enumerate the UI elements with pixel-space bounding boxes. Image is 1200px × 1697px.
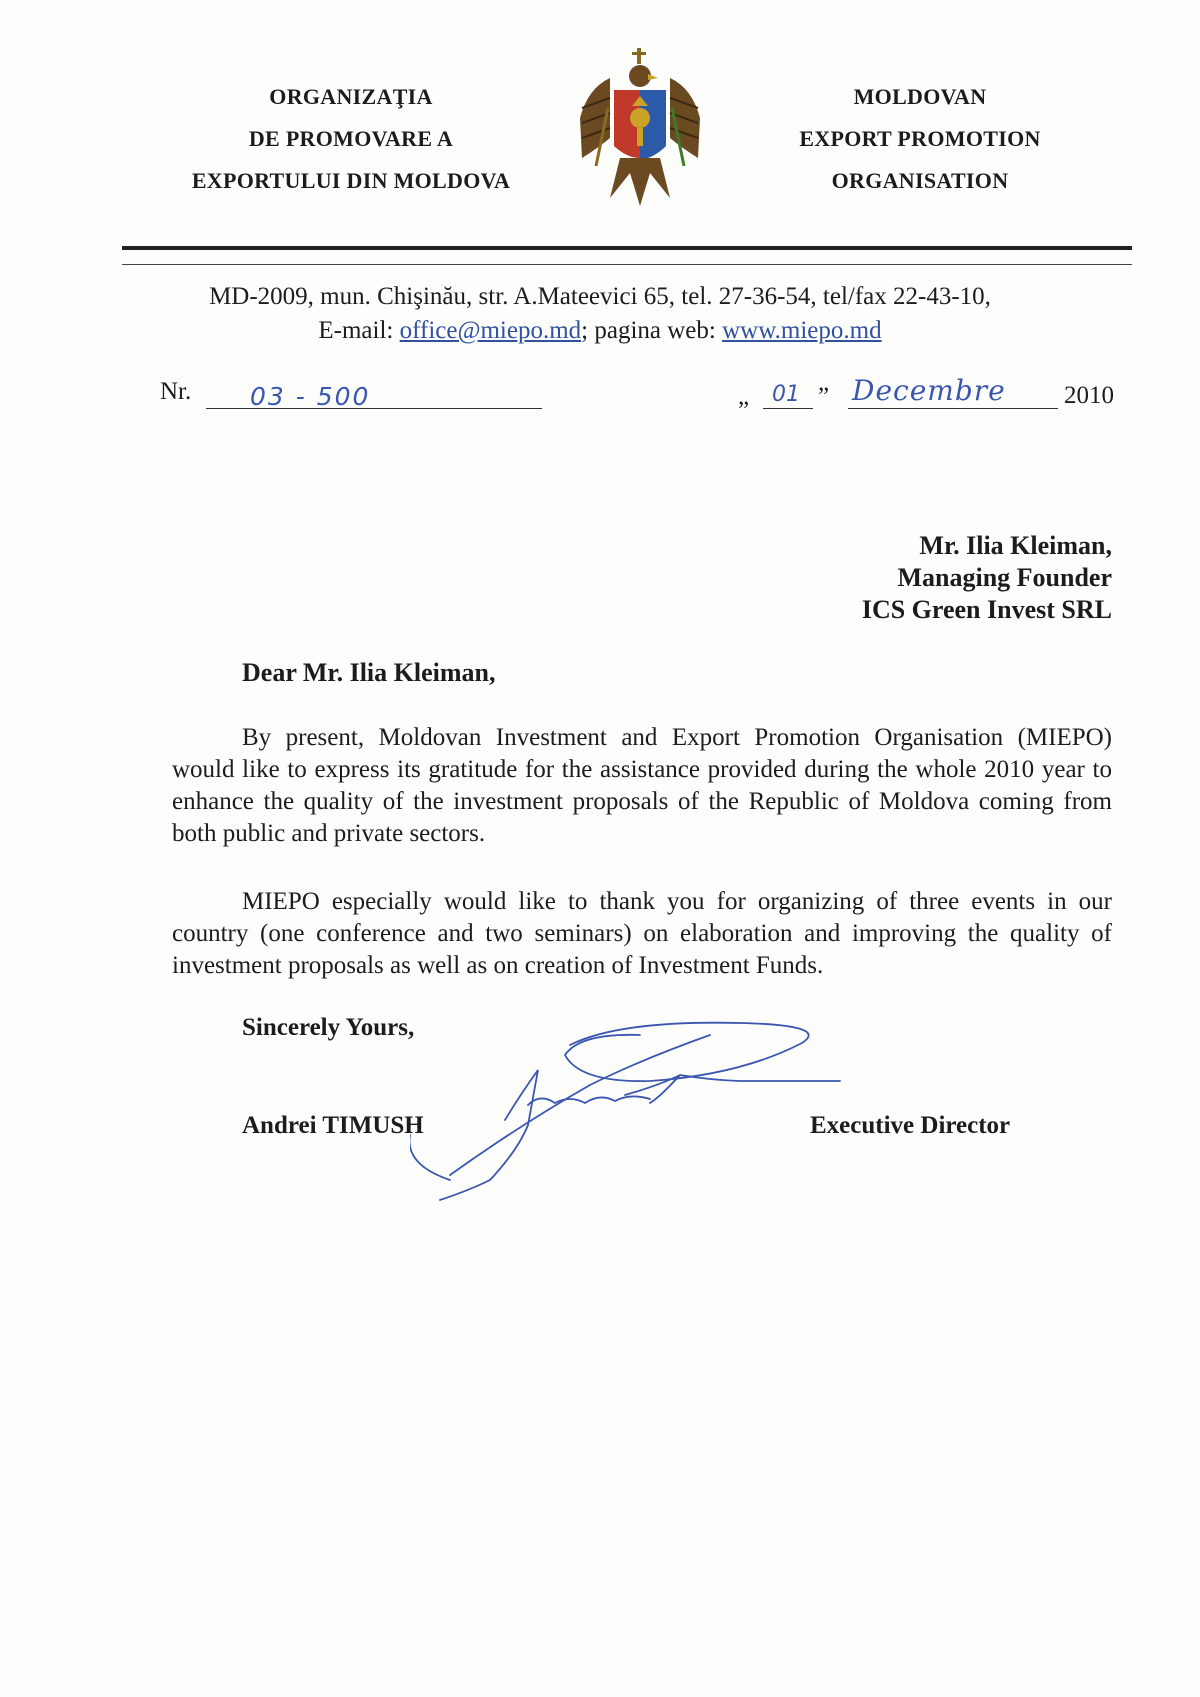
nr-handwritten-value: 03 - 500 [250, 382, 371, 411]
recipient-company: ICS Green Invest SRL [861, 595, 1112, 624]
day-underline [763, 408, 813, 409]
salutation: Dear Mr. Ilia Kleiman, [242, 658, 496, 687]
header-divider-thick [122, 246, 1132, 250]
date-quote-open: „ [738, 383, 750, 410]
header-right-line-2: EXPORT PROMOTION [799, 126, 1041, 151]
coat-of-arms-emblem [570, 48, 710, 208]
closing: Sincerely Yours, [242, 1014, 415, 1041]
header-right-line-3: ORGANISATION [831, 168, 1009, 193]
email-label: E-mail: [318, 317, 400, 344]
date-quote-close: ” [818, 383, 830, 410]
nr-label: Nr. [160, 378, 192, 405]
header-right-line-1: MOLDOVAN [853, 84, 987, 109]
header-romanian [166, 76, 536, 202]
header-left-line-3: EXPORTULUI DIN MOLDOVA [191, 168, 511, 193]
recipient-name: Mr. Ilia Kleiman, [919, 531, 1112, 560]
body-paragraph-2: MIEPO especially would like to thank you for organizing of three events in our country (one conference and two seminars) on elaboration and improving the quality of investment proposals as well as on creation of Investment Funds. [172, 888, 1112, 979]
date-day-value: 01 [772, 382, 800, 407]
contact-block [120, 280, 1080, 348]
recipient-title: Managing Founder [897, 563, 1112, 592]
recipient-block [700, 530, 1112, 626]
header-english [770, 76, 1070, 202]
signer-name: Andrei TIMUSH [242, 1112, 424, 1139]
date-month-value: Decembre [852, 374, 1006, 407]
website-link[interactable]: www.miepo.md [722, 317, 882, 344]
header-left-line-2: DE PROMOVARE A [248, 126, 454, 151]
email-link[interactable]: office@miepo.md [399, 317, 582, 344]
header-left-line-1: ORGANIZAŢIA [269, 84, 433, 109]
web-label: ; pagina web: [581, 317, 723, 344]
address-line: MD-2009, mun. Chişinău, str. A.Mateevici 65, tel. 27-36-54, tel/fax 22-43-10, [209, 283, 991, 310]
date-year: 2010 [1064, 382, 1114, 409]
email-web-line [120, 314, 1080, 348]
header-divider-thin [122, 264, 1132, 265]
body-paragraph-1: By present, Moldovan Investment and Export Promotion Organisation (MIEPO) would like to express its gratitude for the assistance provided during the whole 2010 year to enhance the quality of the investment proposals of the Republic of Moldova coming from both public and private sectors. [172, 724, 1112, 847]
month-underline [848, 408, 1058, 409]
signer-title: Executive Director [810, 1112, 1011, 1139]
